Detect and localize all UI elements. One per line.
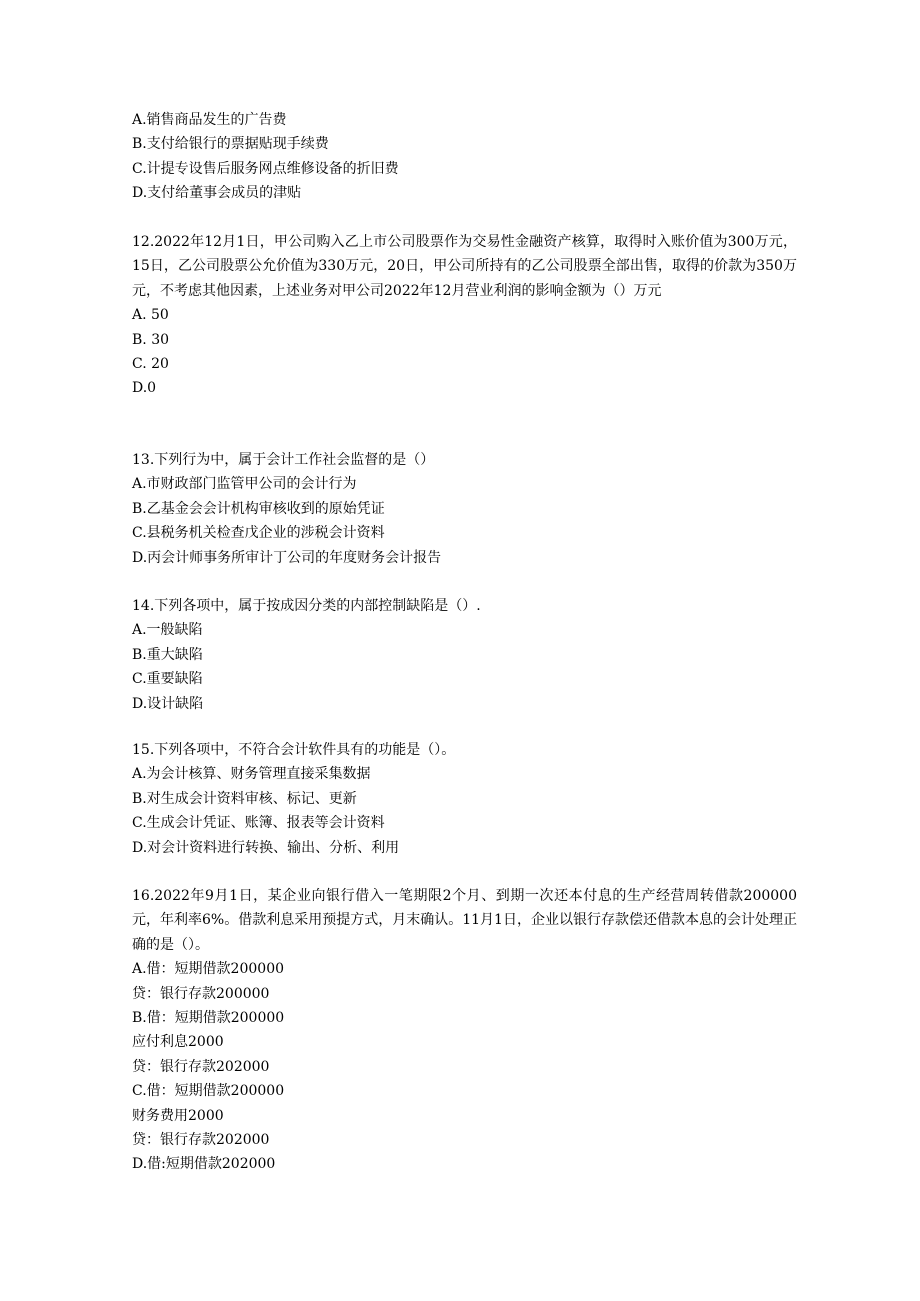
- q15-option-a: A.为会计核算、财务管理直接采集数据: [132, 766, 371, 783]
- q14-option-a: A.一般缺陷: [132, 622, 203, 639]
- q14-option-c: C.重要缺陷: [132, 671, 203, 688]
- q15-option-d: D.对会计资料进行转换、输出、分析、利用: [132, 839, 400, 856]
- q16-option-c-debit: C.借：短期借款200000: [132, 1083, 285, 1100]
- question-11-options: [132, 108, 797, 206]
- q16-stem: 16.2022年9月1日，某企业向银行借入一笔期限2个月、到期一次还本付息的生产经营周转借款200000元，年利率6%。借款利息采用预提方式，月末确认。11月1日，企业以银行存款偿还借款本息的会计处理正确的是（）。: [132, 888, 797, 953]
- question-12: [132, 230, 797, 401]
- q14-option-b: B.重大缺陷: [132, 646, 203, 663]
- q15-option-b: B.对生成会计资料审核、标记、更新: [132, 790, 357, 807]
- q12-stem: 12.2022年12月1日，甲公司购入乙上市公司股票作为交易性金融资产核算，取得时入账价值为300万元，15日，乙公司股票公允价值为330万元，20日，甲公司所持有的乙公司股票全部出售，取得的价款为350万元，不考虑其他因素，上述业务对甲公司2022年12月营业利润的影响金额为（）万元: [132, 234, 797, 299]
- q16-option-c-credit: 贷：银行存款202000: [132, 1131, 270, 1148]
- q16-option-b-debit: B.借：短期借款200000: [132, 1010, 285, 1026]
- q12-option-a: A. 50: [132, 307, 169, 324]
- q13-option-a: A.市财政部门监管甲公司的会计行为: [132, 476, 357, 493]
- q15-option-c: C.生成会计凭证、账簿、报表等会计资料: [132, 815, 385, 832]
- question-14: [132, 594, 797, 716]
- q13-option-d: D.丙会计师事务所审计丁公司的年度财务会计报告: [132, 549, 442, 566]
- q14-option-d: D.设计缺陷: [132, 695, 204, 712]
- q12-option-b: B. 30: [132, 331, 170, 348]
- q13-option-c: C.县税务机关检查戊企业的涉税会计资料: [132, 525, 385, 542]
- q15-stem: 15.下列各项中，不符合会计软件具有的功能是（）。: [132, 742, 456, 758]
- question-15: [132, 738, 797, 860]
- q11-option-d: D.支付给董事会成员的津贴: [132, 185, 302, 202]
- q11-option-a: A.销售商品发生的广告费: [132, 112, 287, 128]
- q16-option-b-credit: 贷：银行存款202000: [132, 1058, 270, 1075]
- q13-stem: 13.下列行为中，属于会计工作社会监督的是（）: [132, 452, 435, 468]
- question-16: [132, 884, 797, 1177]
- q11-option-b: B.支付给银行的票据贴现手续费: [132, 136, 329, 153]
- q16-option-a-credit: 贷：银行存款200000: [132, 985, 270, 1002]
- q12-option-c: C. 20: [132, 356, 169, 372]
- q14-stem: 14.下列各项中，属于按成因分类的内部控制缺陷是（）.: [132, 598, 481, 614]
- q16-option-a-debit: A.借：短期借款200000: [132, 961, 285, 978]
- q11-option-c: C.计提专设售后服务网点维修设备的折旧费: [132, 160, 399, 177]
- q12-option-d: D.0: [132, 380, 157, 397]
- q16-option-c-expense: 财务费用2000: [132, 1107, 224, 1124]
- question-13: [132, 448, 797, 570]
- q13-option-b: B.乙基金会会计机构审核收到的原始凭证: [132, 500, 385, 517]
- q16-option-b-interest: 应付利息2000: [132, 1034, 224, 1051]
- q16-option-d-debit: D.借:短期借款202000: [132, 1156, 276, 1173]
